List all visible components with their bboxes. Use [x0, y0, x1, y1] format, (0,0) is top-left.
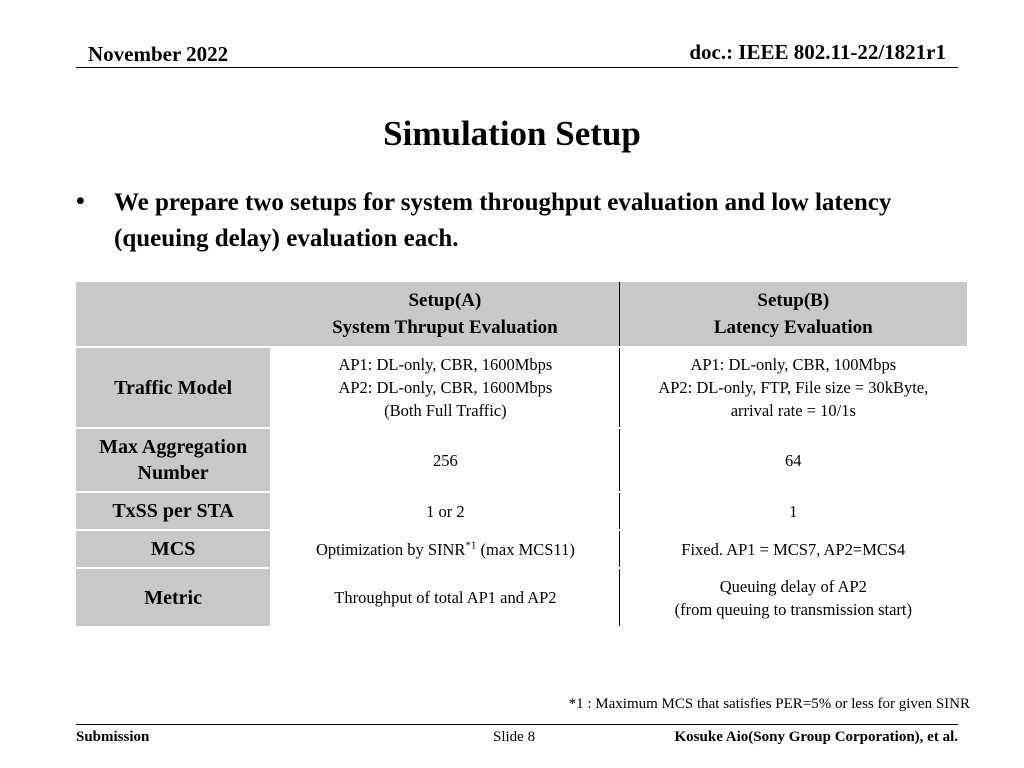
footnote: *1 : Maximum MCS that satisfies PER=5% or less for given SINR: [568, 696, 970, 712]
header-setup-a: [271, 282, 619, 347]
cell-traffic-a: [271, 347, 619, 428]
header-setup-a-line2: System Thruput Evaluation: [332, 317, 558, 338]
cell-mcs-b: Fixed. AP1 = MCS7, AP2=MCS4: [619, 530, 967, 568]
header-setup-b: [619, 282, 967, 347]
header-setup-b-line1: Setup(B): [757, 290, 830, 311]
cell-traffic-b-line1: AP1: DL-only, CBR, 100Mbps: [690, 355, 897, 374]
row-label-txss: TxSS per STA: [76, 492, 271, 530]
footer-slide-number: Slide 8: [493, 729, 536, 745]
cell-mcs-a-suffix: (max MCS11): [476, 539, 575, 559]
cell-traffic-b: [619, 347, 967, 428]
footnote-ref: *1: [465, 539, 477, 551]
cell-metric-a: Throughput of total AP1 and AP2: [271, 568, 619, 626]
footer-divider: [76, 724, 958, 725]
bullet-text: We prepare two setups for system throughput evaluation and low latency (queuing delay) evaluation each.: [114, 189, 892, 252]
bullet-marker: •: [76, 188, 85, 215]
row-label-metric: Metric: [76, 568, 271, 626]
cell-aggregation-b: 64: [619, 428, 967, 492]
header-date: November 2022: [88, 42, 229, 66]
footer-author: Kosuke Aio(Sony Group Corporation), et al.: [674, 729, 958, 745]
cell-txss-b: 1: [619, 492, 967, 530]
cell-traffic-a-line3: (Both Full Traffic): [384, 401, 507, 420]
cell-mcs-a: [271, 530, 619, 568]
row-label-aggregation-line2: Number: [137, 462, 209, 484]
row-label-aggregation: [76, 428, 271, 492]
cell-metric-b-line1: Queuing delay of AP2: [719, 576, 867, 596]
table-row-traffic: [76, 347, 967, 428]
table-row-mcs: [76, 530, 967, 568]
cell-mcs-a-text: Optimization by SINR: [316, 539, 466, 559]
cell-traffic-a-line2: AP2: DL-only, CBR, 1600Mbps: [338, 378, 553, 397]
cell-traffic-a-line1: AP1: DL-only, CBR, 1600Mbps: [338, 355, 553, 374]
cell-aggregation-a: 256: [271, 428, 619, 492]
table-row-aggregation: [76, 428, 967, 492]
slide-title: Simulation Setup: [383, 114, 641, 153]
table-corner-cell: [76, 282, 271, 347]
cell-traffic-b-line2: AP2: DL-only, FTP, File size = 30kByte,: [658, 378, 929, 397]
cell-metric-b-line2: (from queuing to transmission start): [674, 599, 912, 619]
cell-txss-a: 1 or 2: [271, 492, 619, 530]
cell-metric-b: [619, 568, 967, 626]
row-label-mcs: MCS: [76, 530, 271, 568]
row-label-aggregation-line1: Max Aggregation: [99, 436, 248, 458]
setup-table: [76, 282, 967, 626]
table-row-txss: [76, 492, 967, 530]
header-setup-b-line2: Latency Evaluation: [713, 317, 873, 338]
footer-submission: Submission: [76, 729, 150, 745]
header-setup-a-line1: Setup(A): [408, 290, 482, 311]
header-doc-id: doc.: IEEE 802.11-22/1821r1: [689, 40, 946, 64]
row-label-traffic: Traffic Model: [76, 347, 271, 428]
header-divider: [76, 67, 958, 68]
table-row-metric: [76, 568, 967, 626]
table-header-row: [76, 282, 967, 347]
cell-traffic-b-line3: arrival rate = 10/1s: [730, 401, 856, 420]
